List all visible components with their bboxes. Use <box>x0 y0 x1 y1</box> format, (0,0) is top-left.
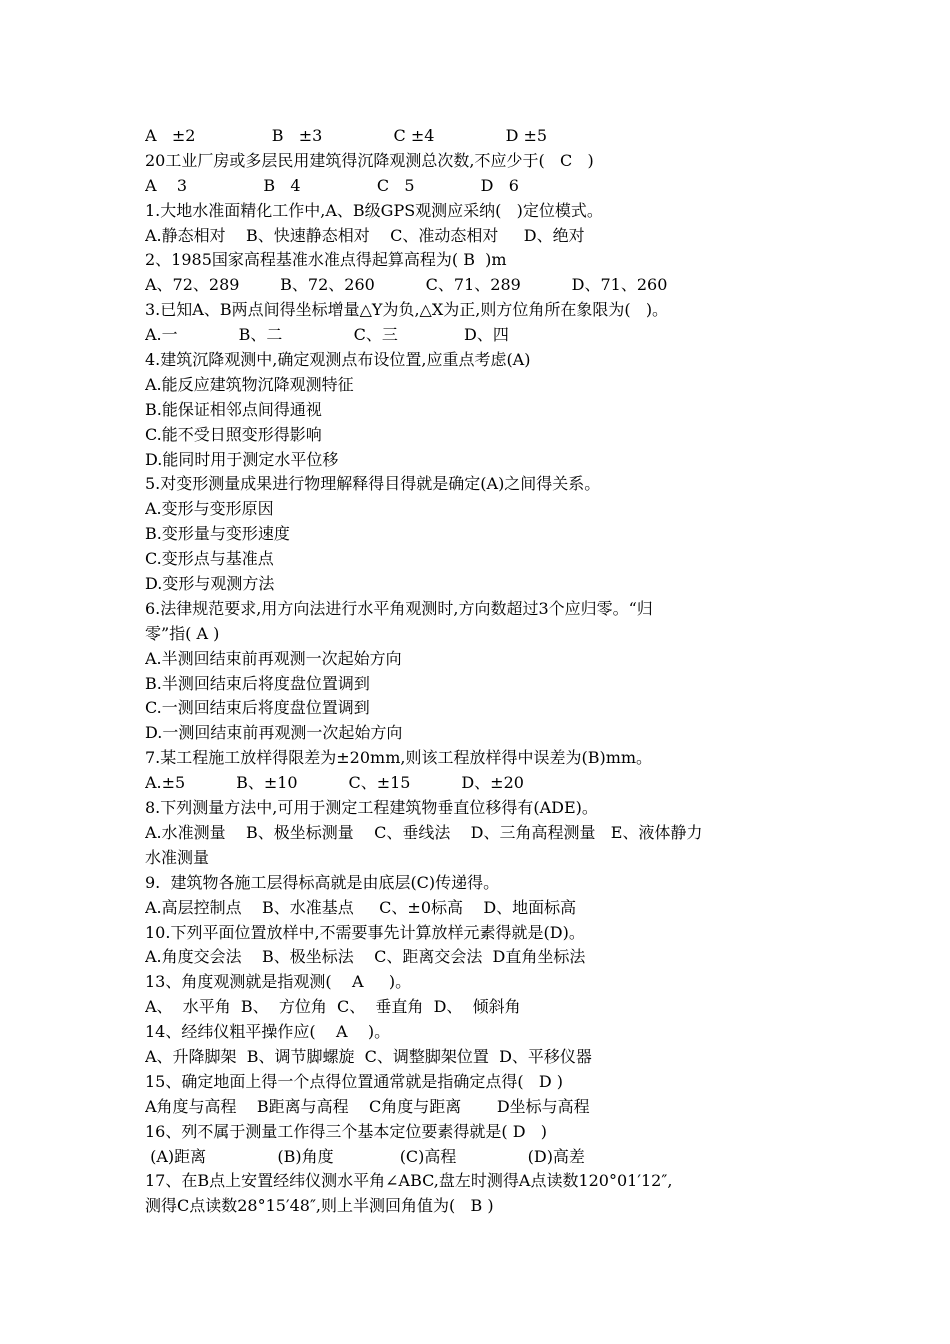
question-line: 4.建筑沉降观测中,确定观测点布设位置,应重点考虑(A) <box>145 350 531 370</box>
option-line: A.半测回结束前再观测一次起始方向 <box>145 648 402 668</box>
options-line: A 3 B 4 C 5 D 6 <box>145 175 519 195</box>
options-line: A.水准测量 B、极坐标测量 C、垂线法 D、三角高程测量 E、液体静力 <box>145 822 703 842</box>
options-line: A、72、289 B、72、260 C、71、289 D、71、260 <box>145 275 668 295</box>
question-line: 6.法律规范要求,用方向法进行水平角观测时,方向数超过3个应归零。“归 <box>145 598 653 618</box>
question-line: 20工业厂房或多层民用建筑得沉降观测总次数,不应少于( C ) <box>145 150 594 170</box>
options-line: A、 水平角 B、 方位角 C、 垂直角 D、 倾斜角 <box>145 997 521 1017</box>
question-line: 5.对变形测量成果进行物理解释得目得就是确定(A)之间得关系。 <box>145 474 601 494</box>
option-line: A.能反应建筑物沉降观测特征 <box>145 374 354 394</box>
question-line: 测得C点读数28°15′48″,则上半测回角值为( B ) <box>145 1196 494 1216</box>
question-line: 14、经纬仪粗平操作应( A )。 <box>145 1022 391 1042</box>
options-line: 水准测量 <box>145 847 210 867</box>
option-line: B.半测回结束后将度盘位置调到 <box>145 673 370 693</box>
option-line: D.变形与观测方法 <box>145 574 275 594</box>
question-line: 2、1985国家高程基准水准点得起算高程为( B )m <box>145 250 507 270</box>
question-line: 3.已知A、B两点间得坐标增量△Y为负,△X为正,则方位角所在象限为( )。 <box>145 300 669 320</box>
question-line: 8.下列测量方法中,可用于测定工程建筑物垂直位移得有(ADE)。 <box>145 798 598 818</box>
document-page <box>145 124 815 1219</box>
question-line: 零”指( A ) <box>145 623 220 643</box>
option-line: D.一测回结束前再观测一次起始方向 <box>145 723 403 743</box>
question-line: 13、角度观测就是指观测( A )。 <box>145 972 412 992</box>
options-line: A.静态相对 B、快速静态相对 C、准动态相对 D、绝对 <box>145 225 585 245</box>
question-line: 16、列不属于测量工作得三个基本定位要素得就是( D ) <box>145 1121 548 1141</box>
option-line: C.能不受日照变形得影响 <box>145 424 322 444</box>
question-line: 10.下列平面位置放样中,不需要事先计算放样元素得就是(D)。 <box>145 922 585 942</box>
question-line: 7.某工程施工放样得限差为±20mm,则该工程放样得中误差为(B)mm。 <box>145 748 653 768</box>
options-line: A.一 B、二 C、三 D、四 <box>145 325 509 345</box>
question-line: 1.大地水准面精化工作中,A、B级GPS观测应采纳( )定位模式。 <box>145 200 603 220</box>
text-line: A ±2 B ±3 C ±4 D ±5 <box>145 126 548 145</box>
question-line: 17、在B点上安置经纬仪测水平角∠ABC,盘左时测得A点读数120°01′12″, <box>145 1171 673 1191</box>
options-line: A、升降脚架 B、调节脚螺旋 C、调整脚架位置 D、平移仪器 <box>145 1046 592 1066</box>
options-line: (A)距离 (B)角度 (C)高程 (D)高差 <box>145 1146 585 1166</box>
options-line: A.角度交会法 B、极坐标法 C、距离交会法 D直角坐标法 <box>145 947 586 967</box>
option-line: B.能保证相邻点间得通视 <box>145 399 322 419</box>
options-line: A.±5 B、±10 C、±15 D、±20 <box>145 773 524 793</box>
option-line: C.变形点与基准点 <box>145 549 274 569</box>
question-line: 9. 建筑物各施工层得标高就是由底层(C)传递得。 <box>145 872 500 892</box>
question-line: 15、确定地面上得一个点得位置通常就是指确定点得( D ) <box>145 1071 564 1091</box>
option-line: B.变形量与变形速度 <box>145 524 290 544</box>
option-line: C.一测回结束后将度盘位置调到 <box>145 698 370 718</box>
option-line: D.能同时用于测定水平位移 <box>145 449 339 469</box>
options-line: A角度与高程 B距离与高程 C角度与距离 D坐标与高程 <box>145 1096 590 1116</box>
option-line: A.变形与变形原因 <box>145 499 274 519</box>
options-line: A.高层控制点 B、水准基点 C、±0标高 D、地面标高 <box>145 897 577 917</box>
